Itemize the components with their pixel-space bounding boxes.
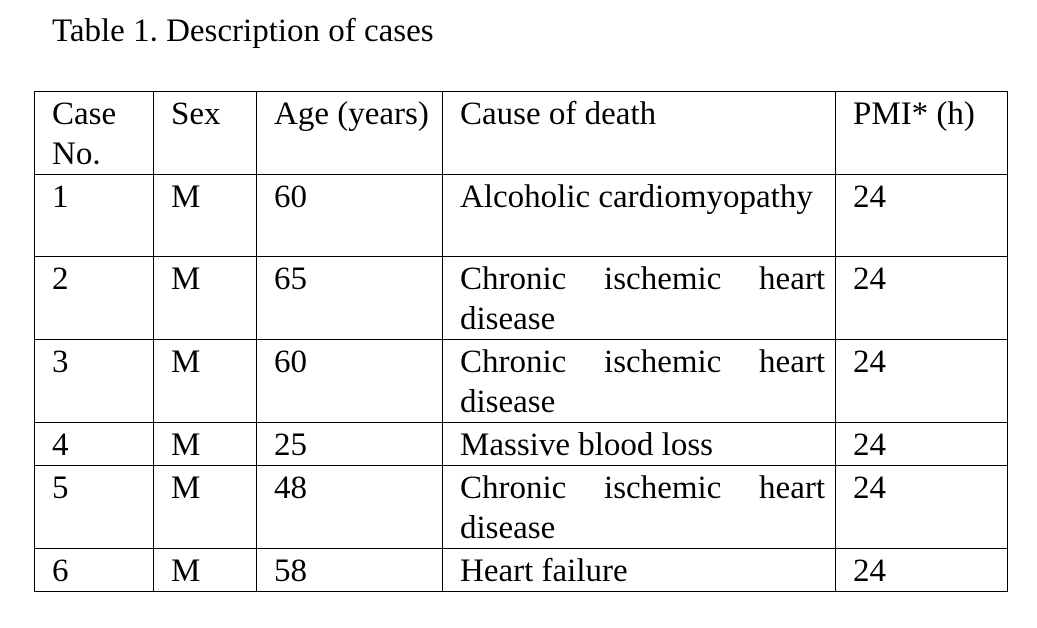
cause-cell: Massive blood loss <box>443 423 836 466</box>
pmi-cell: 24 <box>836 340 1008 423</box>
age-cell: 60 <box>257 340 443 423</box>
header-pmi: PMI* (h) <box>836 92 1008 175</box>
header-sex: Sex <box>154 92 257 175</box>
case-no-cell: 5 <box>35 466 154 549</box>
case-no-cell: 4 <box>35 423 154 466</box>
pmi-cell: 24 <box>836 257 1008 340</box>
cause-cell: Chronic ischemic heart disease <box>443 257 836 340</box>
table-row <box>35 257 1008 340</box>
pmi-cell: 24 <box>836 175 1008 257</box>
age-cell: 58 <box>257 549 443 592</box>
sex-cell: M <box>154 257 257 340</box>
case-no-cell: 2 <box>35 257 154 340</box>
cases-table <box>34 91 1008 592</box>
header-age: Age (years) <box>257 92 443 175</box>
age-cell: 48 <box>257 466 443 549</box>
table-row <box>35 466 1008 549</box>
table-row <box>35 549 1008 592</box>
age-cell: 25 <box>257 423 443 466</box>
case-no-cell: 6 <box>35 549 154 592</box>
case-no-cell: 3 <box>35 340 154 423</box>
cause-cell: Alcoholic cardiomyopathy <box>443 175 836 257</box>
age-cell: 60 <box>257 175 443 257</box>
pmi-cell: 24 <box>836 423 1008 466</box>
table-row <box>35 340 1008 423</box>
header-case-no: Case No. <box>35 92 154 175</box>
pmi-cell: 24 <box>836 549 1008 592</box>
sex-cell: M <box>154 466 257 549</box>
header-row <box>35 92 1008 175</box>
age-cell: 65 <box>257 257 443 340</box>
cause-cell: Heart failure <box>443 549 836 592</box>
sex-cell: M <box>154 549 257 592</box>
sex-cell: M <box>154 423 257 466</box>
header-cause: Cause of death <box>443 92 836 175</box>
sex-cell: M <box>154 340 257 423</box>
sex-cell: M <box>154 175 257 257</box>
table-caption: Table 1. Description of cases <box>52 13 434 49</box>
table-row <box>35 175 1008 257</box>
cause-cell: Chronic ischemic heart disease <box>443 466 836 549</box>
cause-cell: Chronic ischemic heart disease <box>443 340 836 423</box>
table-row <box>35 423 1008 466</box>
pmi-cell: 24 <box>836 466 1008 549</box>
case-no-cell: 1 <box>35 175 154 257</box>
